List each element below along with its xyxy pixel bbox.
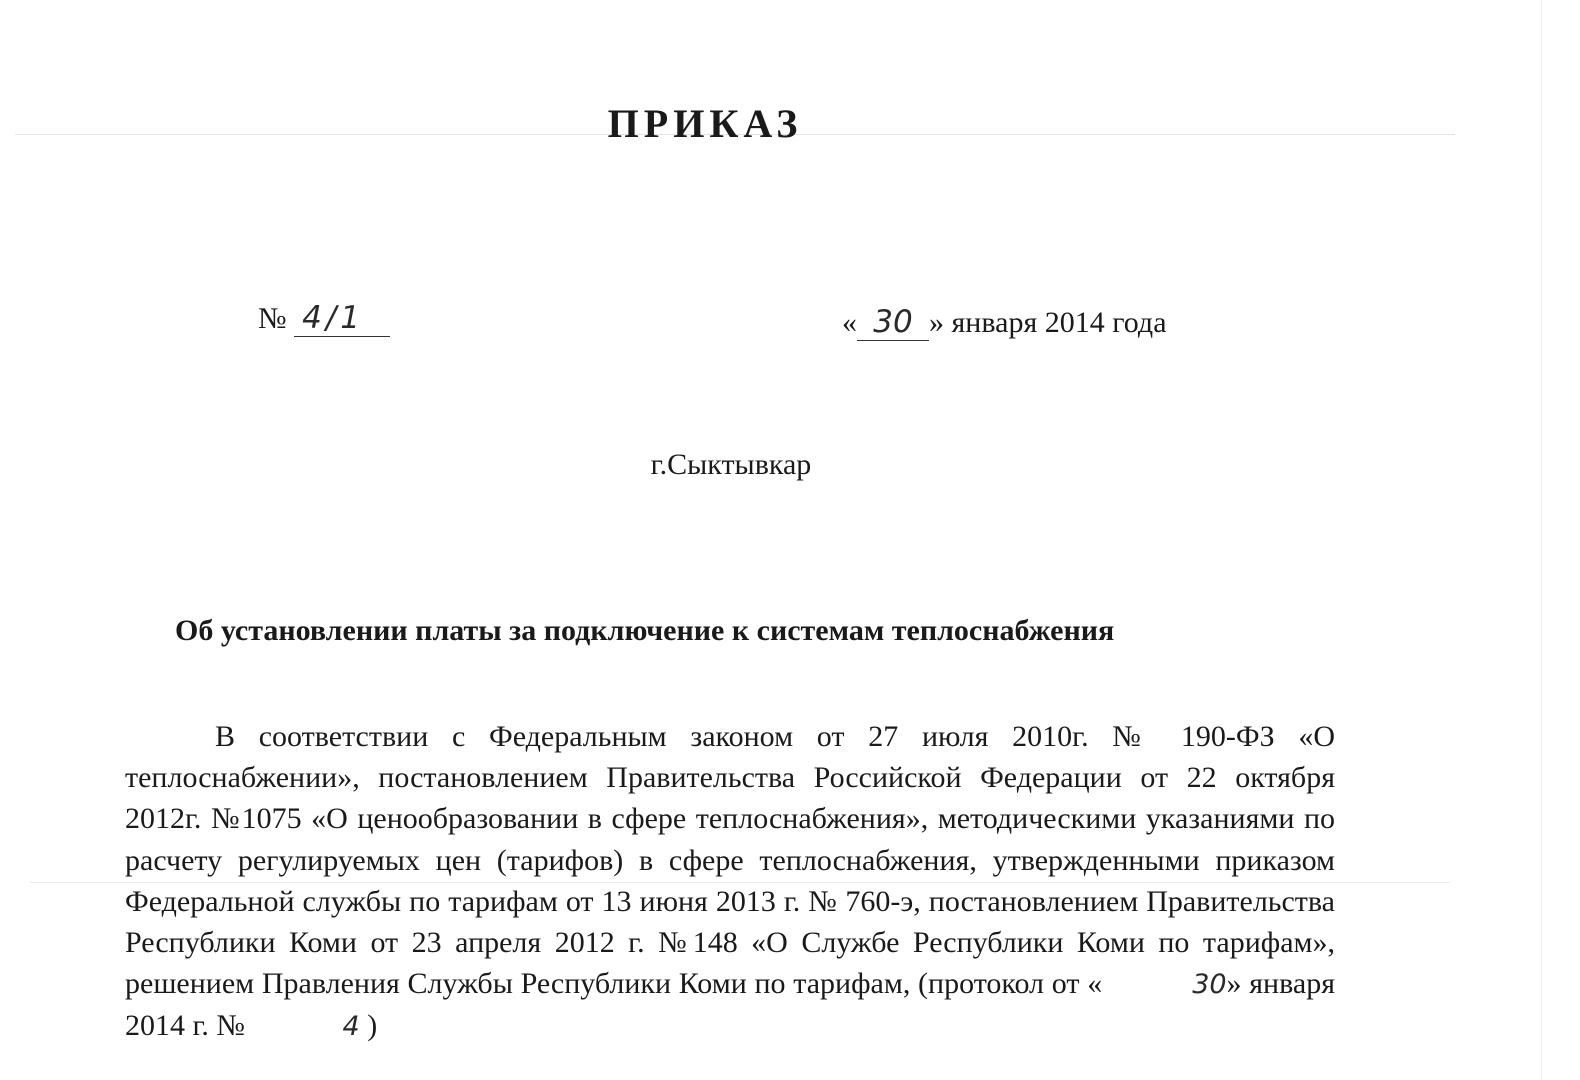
handwritten-protocol-number: 4 bbox=[342, 1011, 360, 1043]
body-paragraph bbox=[125, 716, 1335, 1048]
document-title: ПРИКАЗ bbox=[607, 101, 803, 146]
date-month-year: » января 2014 года bbox=[929, 306, 1167, 339]
number-sign: № bbox=[258, 302, 287, 335]
scan-artifact-edge bbox=[1541, 0, 1542, 1080]
handwritten-order-number: 4/1 bbox=[294, 300, 390, 337]
order-number bbox=[258, 300, 390, 337]
protocol-date: » января 2014 г. № bbox=[125, 967, 1335, 1043]
city-name: г.Сыктывкар bbox=[650, 448, 812, 481]
order-date bbox=[842, 304, 1167, 341]
date-open-quote: « bbox=[842, 306, 857, 339]
body-text: В соответствии с Федеральным законом от 27 июля 2010г. № 190-ФЗ «О теплоснабжении», постановлением Правительства Российской Федерации от 22 октября 2012г. №1075 «О ценообразовании в сфере теплоснабжения», методическими указаниями по расчету регулируемых цен (тарифов) в сфере теплоснабжения, утвержденными приказом Федеральной службы по тарифам от 13 июня 2013 г. № 760-э, постановлением Правительства Республики Коми от 23 апреля 2012 г. №148 «О Службе Республики Коми по тарифам», решением Правления Службы Республики Коми по тарифам, (протокол от bbox=[125, 720, 1335, 1001]
handwritten-date-day: 30 bbox=[857, 304, 929, 341]
protocol-open-quote: « bbox=[1087, 967, 1103, 1001]
handwritten-protocol-day: 30 bbox=[1192, 969, 1227, 1001]
protocol-close: ) bbox=[367, 1009, 378, 1043]
document-subject: Об установлении платы за подключение к системам теплоснабжения bbox=[175, 614, 1115, 647]
